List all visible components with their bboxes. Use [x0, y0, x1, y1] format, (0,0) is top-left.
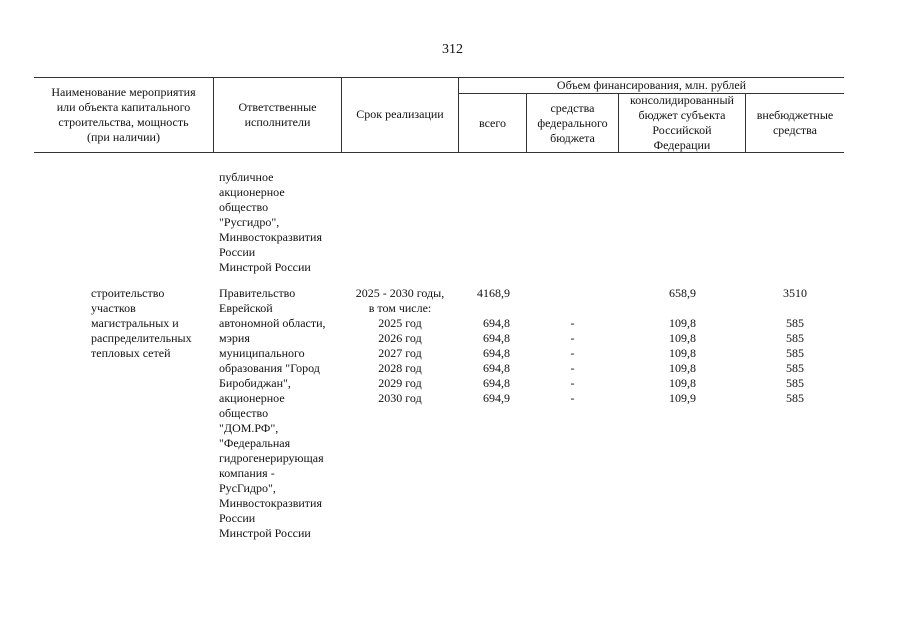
header-total: всего	[478, 115, 507, 130]
row-regional: 658,9 109,8 109,8 109,8 109,8 109,8 109,9	[669, 286, 696, 405]
header-period: Срок реализации	[356, 107, 444, 121]
row-responsible: Правительство Еврейской автономной области, мэрия муниципального образования "Город Биробиджан", акционерное общество "ДОМ.РФ", "Федеральная гидрогенерирующая компания - РусГидро", Минвостокразвития России Минстрой России	[219, 286, 326, 540]
header-federal: средства федерального бюджета	[537, 100, 608, 145]
row-total: 4168,9 694,8 694,8 694,8 694,8 694,8 694,9	[477, 286, 510, 405]
continued-responsible: публичное акционерное общество "Русгидро", Минвостокразвития России Минстрой России	[219, 170, 322, 274]
header-responsible: Ответственные исполнители	[238, 99, 317, 129]
header-name: Наименование мероприятия или объекта капитального строительства, мощность (при наличии)	[51, 84, 196, 144]
row-period: 2025 - 2030 годы, в том числе: 2025 год 2026 год 2027 год 2028 год 2029 год 2030 год	[355, 286, 445, 405]
page-number: 312	[442, 42, 463, 57]
header-extrabudget: внебюджетные средства	[756, 108, 834, 137]
row-federal: - - - - - -	[570, 316, 575, 405]
header-financing-group: Объем финансирования, млн. рублей	[556, 78, 747, 92]
row-extrabudget: 3510 585 585 585 585 585 585	[783, 286, 807, 405]
header-regional: консолидированный бюджет субъекта Российской Федерации	[630, 93, 734, 152]
row-name: строительство участков магистральных и распределительных тепловых сетей	[91, 286, 192, 360]
